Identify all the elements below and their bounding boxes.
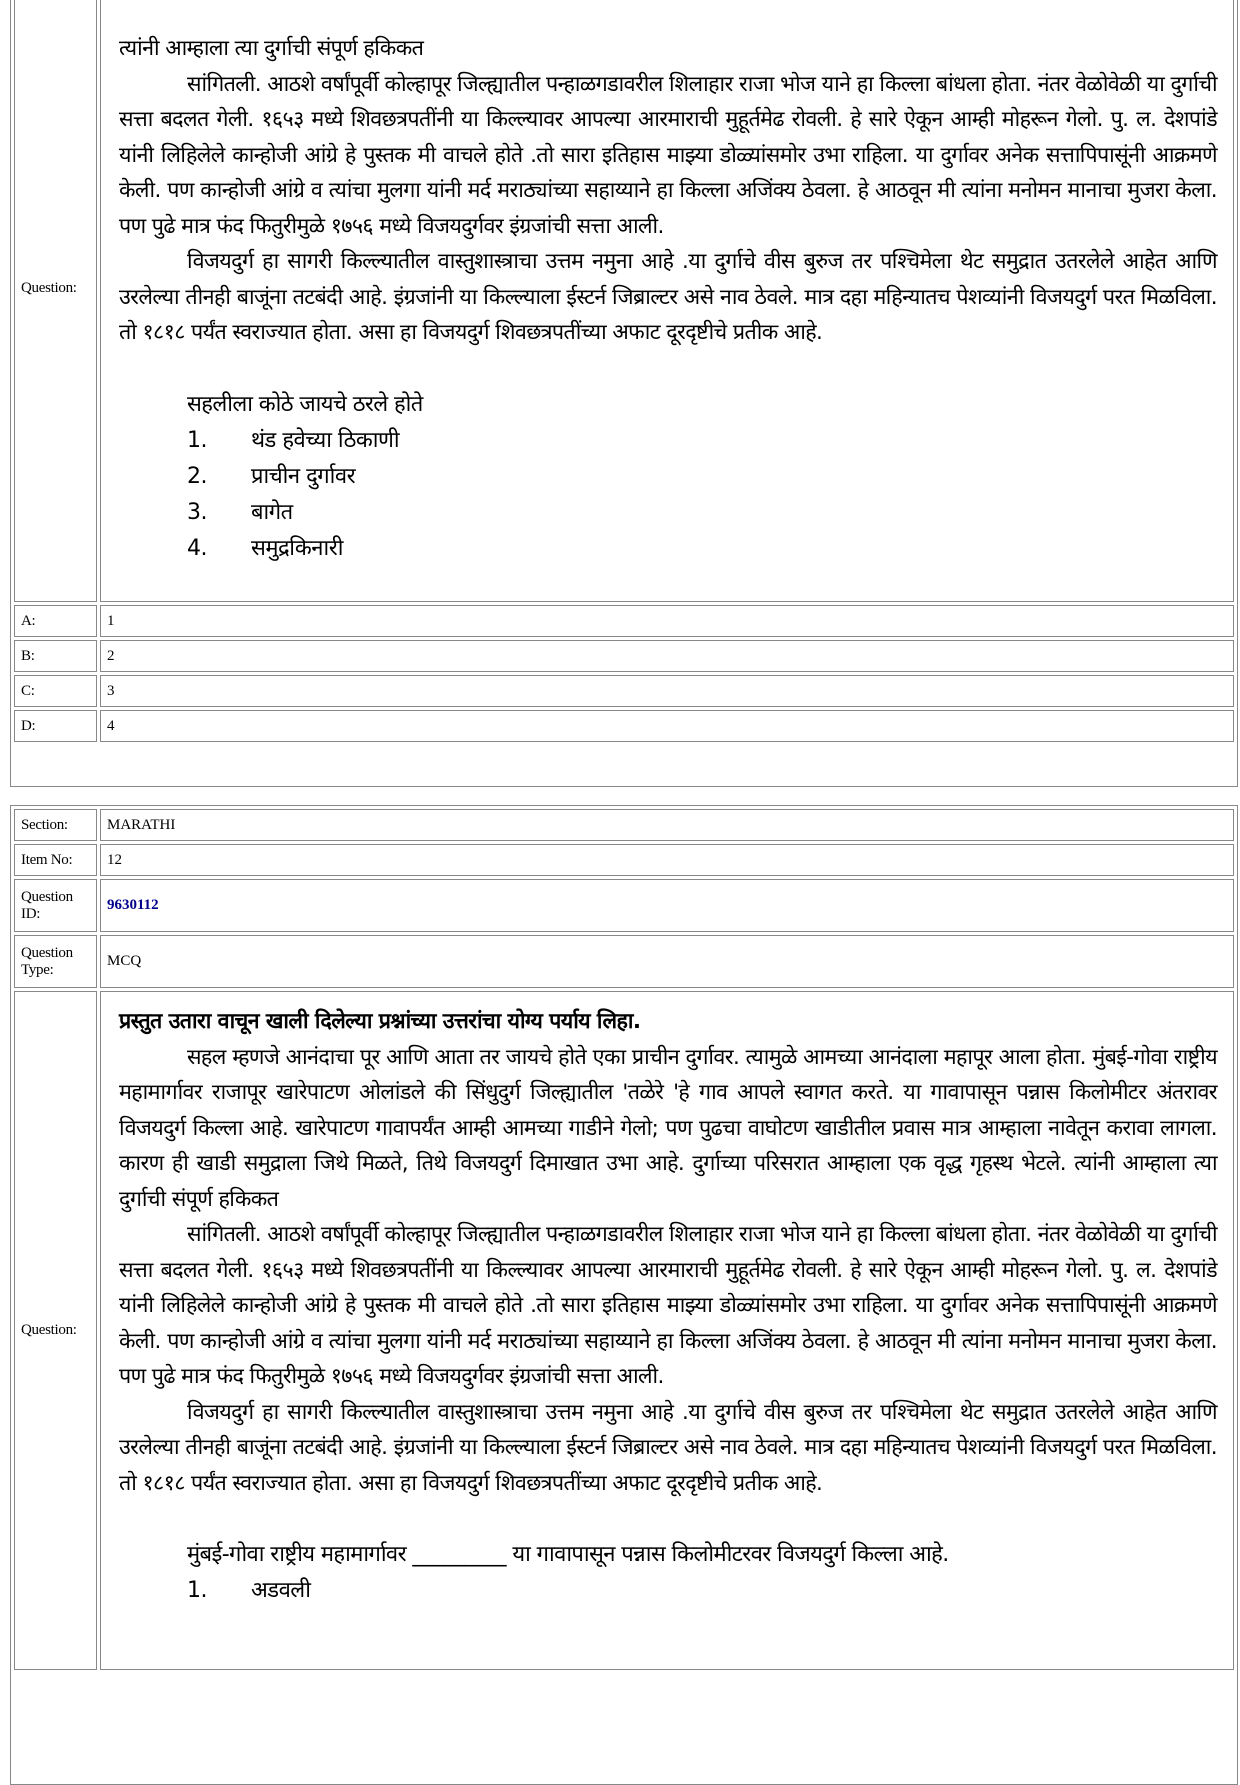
question-content (100, 991, 1234, 1670)
section-value: MARATHI (100, 809, 1234, 841)
question-type-value: MCQ (100, 935, 1234, 988)
passage-tail: त्यांनी आम्हाला त्या दुर्गाची संपूर्ण हकिकत (119, 36, 424, 62)
passage-heading: प्रस्तुत उतारा वाचून खाली दिलेल्या प्रश्नांच्या उत्तरांचा योग्य पर्याय लिहा. (119, 1009, 641, 1034)
passage-paragraph-2: सांगितली. आठशे वर्षांपूर्वी कोल्हापूर जिल्ह्यातील पन्हाळगडावरील शिलाहार राजा भोज याने हा किल्ला बांधला होता. नंतर वेळोवेळी या दुर्गाची सत्ता बदलत गेली. १६५३ मध्ये शिवछत्रपतींनी या किल्ल्यावर आपल्या आरमाराची मुहूर्तमेढ रोवली. हे सारे ऐकून आम्ही मोहरून गेलो. पु. ल. देशपांडे यांनी लिहिलेले कान्होजी आंग्रे हे पुस्तक मी वाचले होते .तो सारा इतिहास माझ्या डोळ्यांसमोर उभा राहिला. या दुर्गावर अनेक सत्तापिपासूंनी आक्रमणे केली. पण कान्होजी आंग्रे व त्यांचा मुलगा यांनी मर्द मराठ्यांच्या सहाय्याने हा किल्ला अजिंक्य ठेवला. हे आठवून मी त्यांना मनोमन मानाचा मुजरा केला. पण पुढे मात्र फंद फितुरीमुळे १७५६ मध्ये विजयदुर्गवर इंग्रजांची सत्ता आली. (119, 71, 1217, 239)
option-list (187, 1573, 1217, 1609)
answer-c-label: C: (14, 675, 97, 707)
spacer (119, 1501, 1217, 1537)
question-block-12 (10, 805, 1238, 1785)
answer-d-label: D: (14, 710, 97, 742)
question-type-label: Question Type: (14, 935, 97, 988)
option-item: 2. प्राचीन दुर्गावर (187, 463, 356, 489)
passage-paragraph-1: सहल म्हणजे आनंदाचा पूर आणि आता तर जायचे होते एका प्राचीन दुर्गावर. त्यामुळे आमच्या आनंदाला महापूर आला होता. मुंबई-गोवा राष्ट्रीय महामार्गावर राजापूर खारेपाटण ओलांडले की सिंधुदुर्ग जिल्ह्यातील 'तळेरे 'हे गाव आपले स्वागत करते. या गावापासून पन्नास किलोमीटर अंतरावर विजयदुर्ग किल्ला आहे. खारेपाटण गावापर्यंत आम्ही आमच्या गाडीने गेलो; पण पुढचा वाघोटण खाडीतील प्रवास मात्र आम्हाला नावेतून करावा लागला. कारण ही खाडी समुद्राला जिथे मिळते, तिथे विजयदुर्ग दिमाखात उभा आहे. दुर्गाच्या परिसरात आम्हाला एक वृद्ध गृहस्थ भेटले. त्यांनी आम्हाला त्या दुर्गाची संपूर्ण हकिकत (119, 1044, 1217, 1212)
answer-a-value: 1 (100, 605, 1234, 637)
spacer (119, 351, 1217, 387)
passage-paragraph-3: विजयदुर्ग हा सागरी किल्ल्यातील वास्तुशास्त्राचा उत्तम नमुना आहे .या दुर्गाचे वीस बुरुज तर पश्चिमेला थेट समुद्रात उतरलेले आहेत आणि उरलेल्या तीनही बाजूंना तटबंदी आहे. इंग्रजांनी या किल्ल्याला ईस्टर्न जिब्राल्टर असे नाव ठेवले. मात्र दहा महिन्यातच पेशव्यांनी विजयदुर्ग परत मिळविला. तो १८१८ पर्यंत स्वराज्यात होता. असा हा विजयदुर्ग शिवछत्रपतींच्या अफाट दूरदृष्टीचे प्रतीक आहे. (119, 249, 1217, 346)
answer-b-label: B: (14, 640, 97, 672)
option-item: 1. थंड हवेच्या ठिकाणी (187, 427, 400, 453)
option-item: 3. बागेत (187, 499, 293, 525)
question-id-label: Question ID: (14, 879, 97, 932)
option-item: 4. समुद्रकिनारी (187, 535, 343, 561)
item-no-value: 12 (100, 844, 1234, 876)
answer-b-value: 2 (100, 640, 1234, 672)
passage-paragraph-3: विजयदुर्ग हा सागरी किल्ल्यातील वास्तुशास्त्राचा उत्तम नमुना आहे .या दुर्गाचे वीस बुरुज तर पश्चिमेला थेट समुद्रात उतरलेले आहेत आणि उरलेल्या तीनही बाजूंना तटबंदी आहे. इंग्रजांनी या किल्ल्याला ईस्टर्न जिब्राल्टर असे नाव ठेवले. मात्र दहा महिन्यातच पेशव्यांनी विजयदुर्ग परत मिळविला. तो १८१८ पर्यंत स्वराज्यात होता. असा हा विजयदुर्ग शिवछत्रपतींच्या अफाट दूरदृष्टीचे प्रतीक आहे. (119, 1399, 1217, 1496)
question-stem: सहलीला कोठे जायचे ठरले होते (187, 391, 423, 417)
question-table (11, 0, 1237, 745)
question-content (100, 0, 1234, 602)
answer-a-label: A: (14, 605, 97, 637)
answer-d-value: 4 (100, 710, 1234, 742)
section-label: Section: (14, 809, 97, 841)
question-stem: मुंबई-गोवा राष्ट्रीय महामार्गावर _________ या गावापासून पन्नास किलोमीटरवर विजयदुर्ग किल्ला आहे. (187, 1542, 949, 1567)
question-table (11, 806, 1237, 1673)
question-label: Question: (14, 0, 97, 602)
question-block-11 (10, 0, 1238, 787)
question-id-value: 9630112 (100, 879, 1234, 932)
option-list (187, 423, 1217, 567)
answer-c-value: 3 (100, 675, 1234, 707)
option-item: 1. अडवली (187, 1578, 311, 1603)
item-no-label: Item No: (14, 844, 97, 876)
question-label: Question: (14, 991, 97, 1670)
passage-paragraph-2: सांगितली. आठशे वर्षांपूर्वी कोल्हापूर जिल्ह्यातील पन्हाळगडावरील शिलाहार राजा भोज याने हा किल्ला बांधला होता. नंतर वेळोवेळी या दुर्गाची सत्ता बदलत गेली. १६५३ मध्ये शिवछत्रपतींनी या किल्ल्यावर आपल्या आरमाराची मुहूर्तमेढ रोवली. हे सारे ऐकून आम्ही मोहरून गेलो. पु. ल. देशपांडे यांनी लिहिलेले कान्होजी आंग्रे हे पुस्तक मी वाचले होते .तो सारा इतिहास माझ्या डोळ्यांसमोर उभा राहिला. या दुर्गावर अनेक सत्तापिपासूंनी आक्रमणे केली. पण कान्होजी आंग्रे व त्यांचा मुलगा यांनी मर्द मराठ्यांच्या सहाय्याने हा किल्ला अजिंक्य ठेवला. हे आठवून मी त्यांना मनोमन मानाचा मुजरा केला. पण पुढे मात्र फंद फितुरीमुळे १७५६ मध्ये विजयदुर्गवर इंग्रजांची सत्ता आली. (119, 1222, 1217, 1389)
